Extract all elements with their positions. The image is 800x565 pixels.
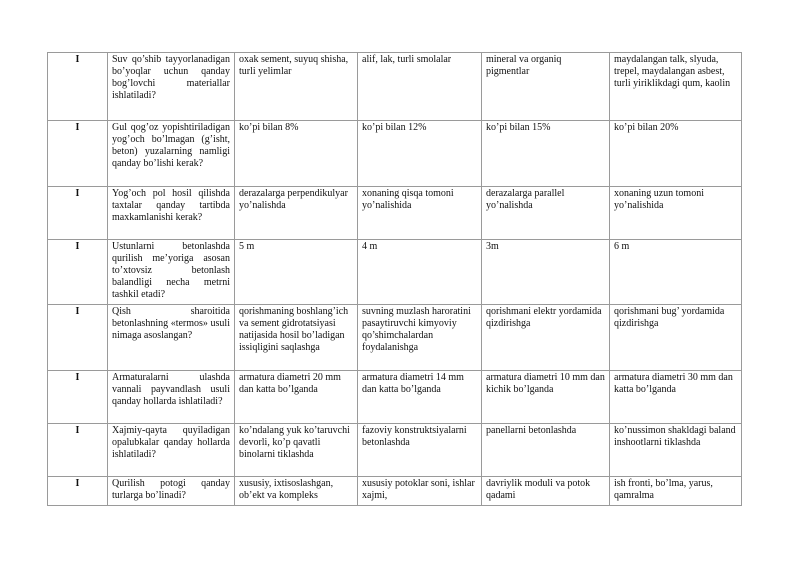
- difficulty-level: I: [48, 240, 108, 305]
- answer-option: ko’pi bilan 12%: [358, 121, 482, 187]
- answer-option: maydalangan talk, slyuda, trepel, maydalangan asbest, turli yiriklikdagi qum, kaolin: [610, 53, 742, 121]
- difficulty-level: I: [48, 371, 108, 424]
- question-text: Gul qog’oz yopishtiriladigan yog’och bo’lmagan (g’isht, beton) yuzalarning namligi qanday bo’lishi kerak?: [108, 121, 235, 187]
- answer-option: fazoviy konstruktsiyalarni betonlashda: [358, 424, 482, 477]
- answer-option: ko’nussimon shakldagi baland inshootlarni tiklashda: [610, 424, 742, 477]
- answer-option: armatura diametri 30 mm dan katta bo’lganda: [610, 371, 742, 424]
- answer-option: xususiy potoklar soni, ishlar xajmi,: [358, 477, 482, 506]
- answer-option: ish fronti, bo’lma, yarus, qamralma: [610, 477, 742, 506]
- table-row: [48, 240, 742, 305]
- difficulty-level: I: [48, 477, 108, 506]
- answer-option: mineral va organiq pigmentlar: [482, 53, 610, 121]
- question-text: Armaturalarni ulashda vannali payvandlash usuli qanday hollarda ishlatiladi?: [108, 371, 235, 424]
- answer-option: suvning muzlash haroratini pasaytiruvchi kimyoviy qo’shimchalardan foydalanishga: [358, 305, 482, 371]
- answer-option: 3m: [482, 240, 610, 305]
- answer-option: armatura diametri 10 mm dan kichik bo’lganda: [482, 371, 610, 424]
- answer-option: ko’pi bilan 8%: [235, 121, 358, 187]
- difficulty-level: I: [48, 121, 108, 187]
- question-text: Qish sharoitida betonlashning «termos» usuli nimaga asoslangan?: [108, 305, 235, 371]
- table-row: [48, 305, 742, 371]
- answer-option: derazalarga parallel yo’nalishda: [482, 187, 610, 240]
- test-questions-table: [47, 52, 742, 506]
- difficulty-level: I: [48, 424, 108, 477]
- difficulty-level: I: [48, 187, 108, 240]
- answer-option: qorishmaning boshlang’ich va sement gidrotatsiyasi natijasida hosil bo’ladigan issiqligini saqlashga: [235, 305, 358, 371]
- answer-option: 6 m: [610, 240, 742, 305]
- answer-option: derazalarga perpendikulyar yo’nalishda: [235, 187, 358, 240]
- question-text: Suv qo’shib tayyorlanadigan bo’yoqlar uchun qanday bog’lovchi materiallar ishlatiladi?: [108, 53, 235, 121]
- table-row: [48, 121, 742, 187]
- table-row: [48, 477, 742, 506]
- answer-option: qorishmani bug’ yordamida qizdirishga: [610, 305, 742, 371]
- answer-option: 4 m: [358, 240, 482, 305]
- answer-option: panellarni betonlashda: [482, 424, 610, 477]
- answer-option: alif, lak, turli smolalar: [358, 53, 482, 121]
- table-row: [48, 53, 742, 121]
- answer-option: ko’ndalang yuk ko’taruvchi devorli, ko’p qavatli binolarni tiklashda: [235, 424, 358, 477]
- answer-option: davriylik moduli va potok qadami: [482, 477, 610, 506]
- answer-option: xonaning qisqa tomoni yo’nalishida: [358, 187, 482, 240]
- table-row: [48, 371, 742, 424]
- table-row: [48, 187, 742, 240]
- answer-option: ko’pi bilan 20%: [610, 121, 742, 187]
- answer-option: xususiy, ixtisoslashgan, ob’ekt va kompleks: [235, 477, 358, 506]
- answer-option: oxak sement, suyuq shisha, turli yelimlar: [235, 53, 358, 121]
- difficulty-level: I: [48, 53, 108, 121]
- table-row: [48, 424, 742, 477]
- answer-option: xonaning uzun tomoni yo’nalishida: [610, 187, 742, 240]
- question-text: Yog’och pol hosil qilishda taxtalar qanday tartibda maxkamlanishi kerak?: [108, 187, 235, 240]
- answer-option: 5 m: [235, 240, 358, 305]
- question-text: Xajmiy-qayta quyiladigan opalubkalar qanday hollarda ishlatiladi?: [108, 424, 235, 477]
- question-text: Ustunlarni betonlashda qurilish me’yoriga asosan to’xtovsiz betonlash balandligi necha metrni tashkil etadi?: [108, 240, 235, 305]
- answer-option: ko’pi bilan 15%: [482, 121, 610, 187]
- question-text: Qurilish potogi qanday turlarga bo’linadi?: [108, 477, 235, 506]
- answer-option: armatura diametri 20 mm dan katta bo’lganda: [235, 371, 358, 424]
- difficulty-level: I: [48, 305, 108, 371]
- answer-option: armatura diametri 14 mm dan katta bo’lganda: [358, 371, 482, 424]
- answer-option: qorishmani elektr yordamida qizdirishga: [482, 305, 610, 371]
